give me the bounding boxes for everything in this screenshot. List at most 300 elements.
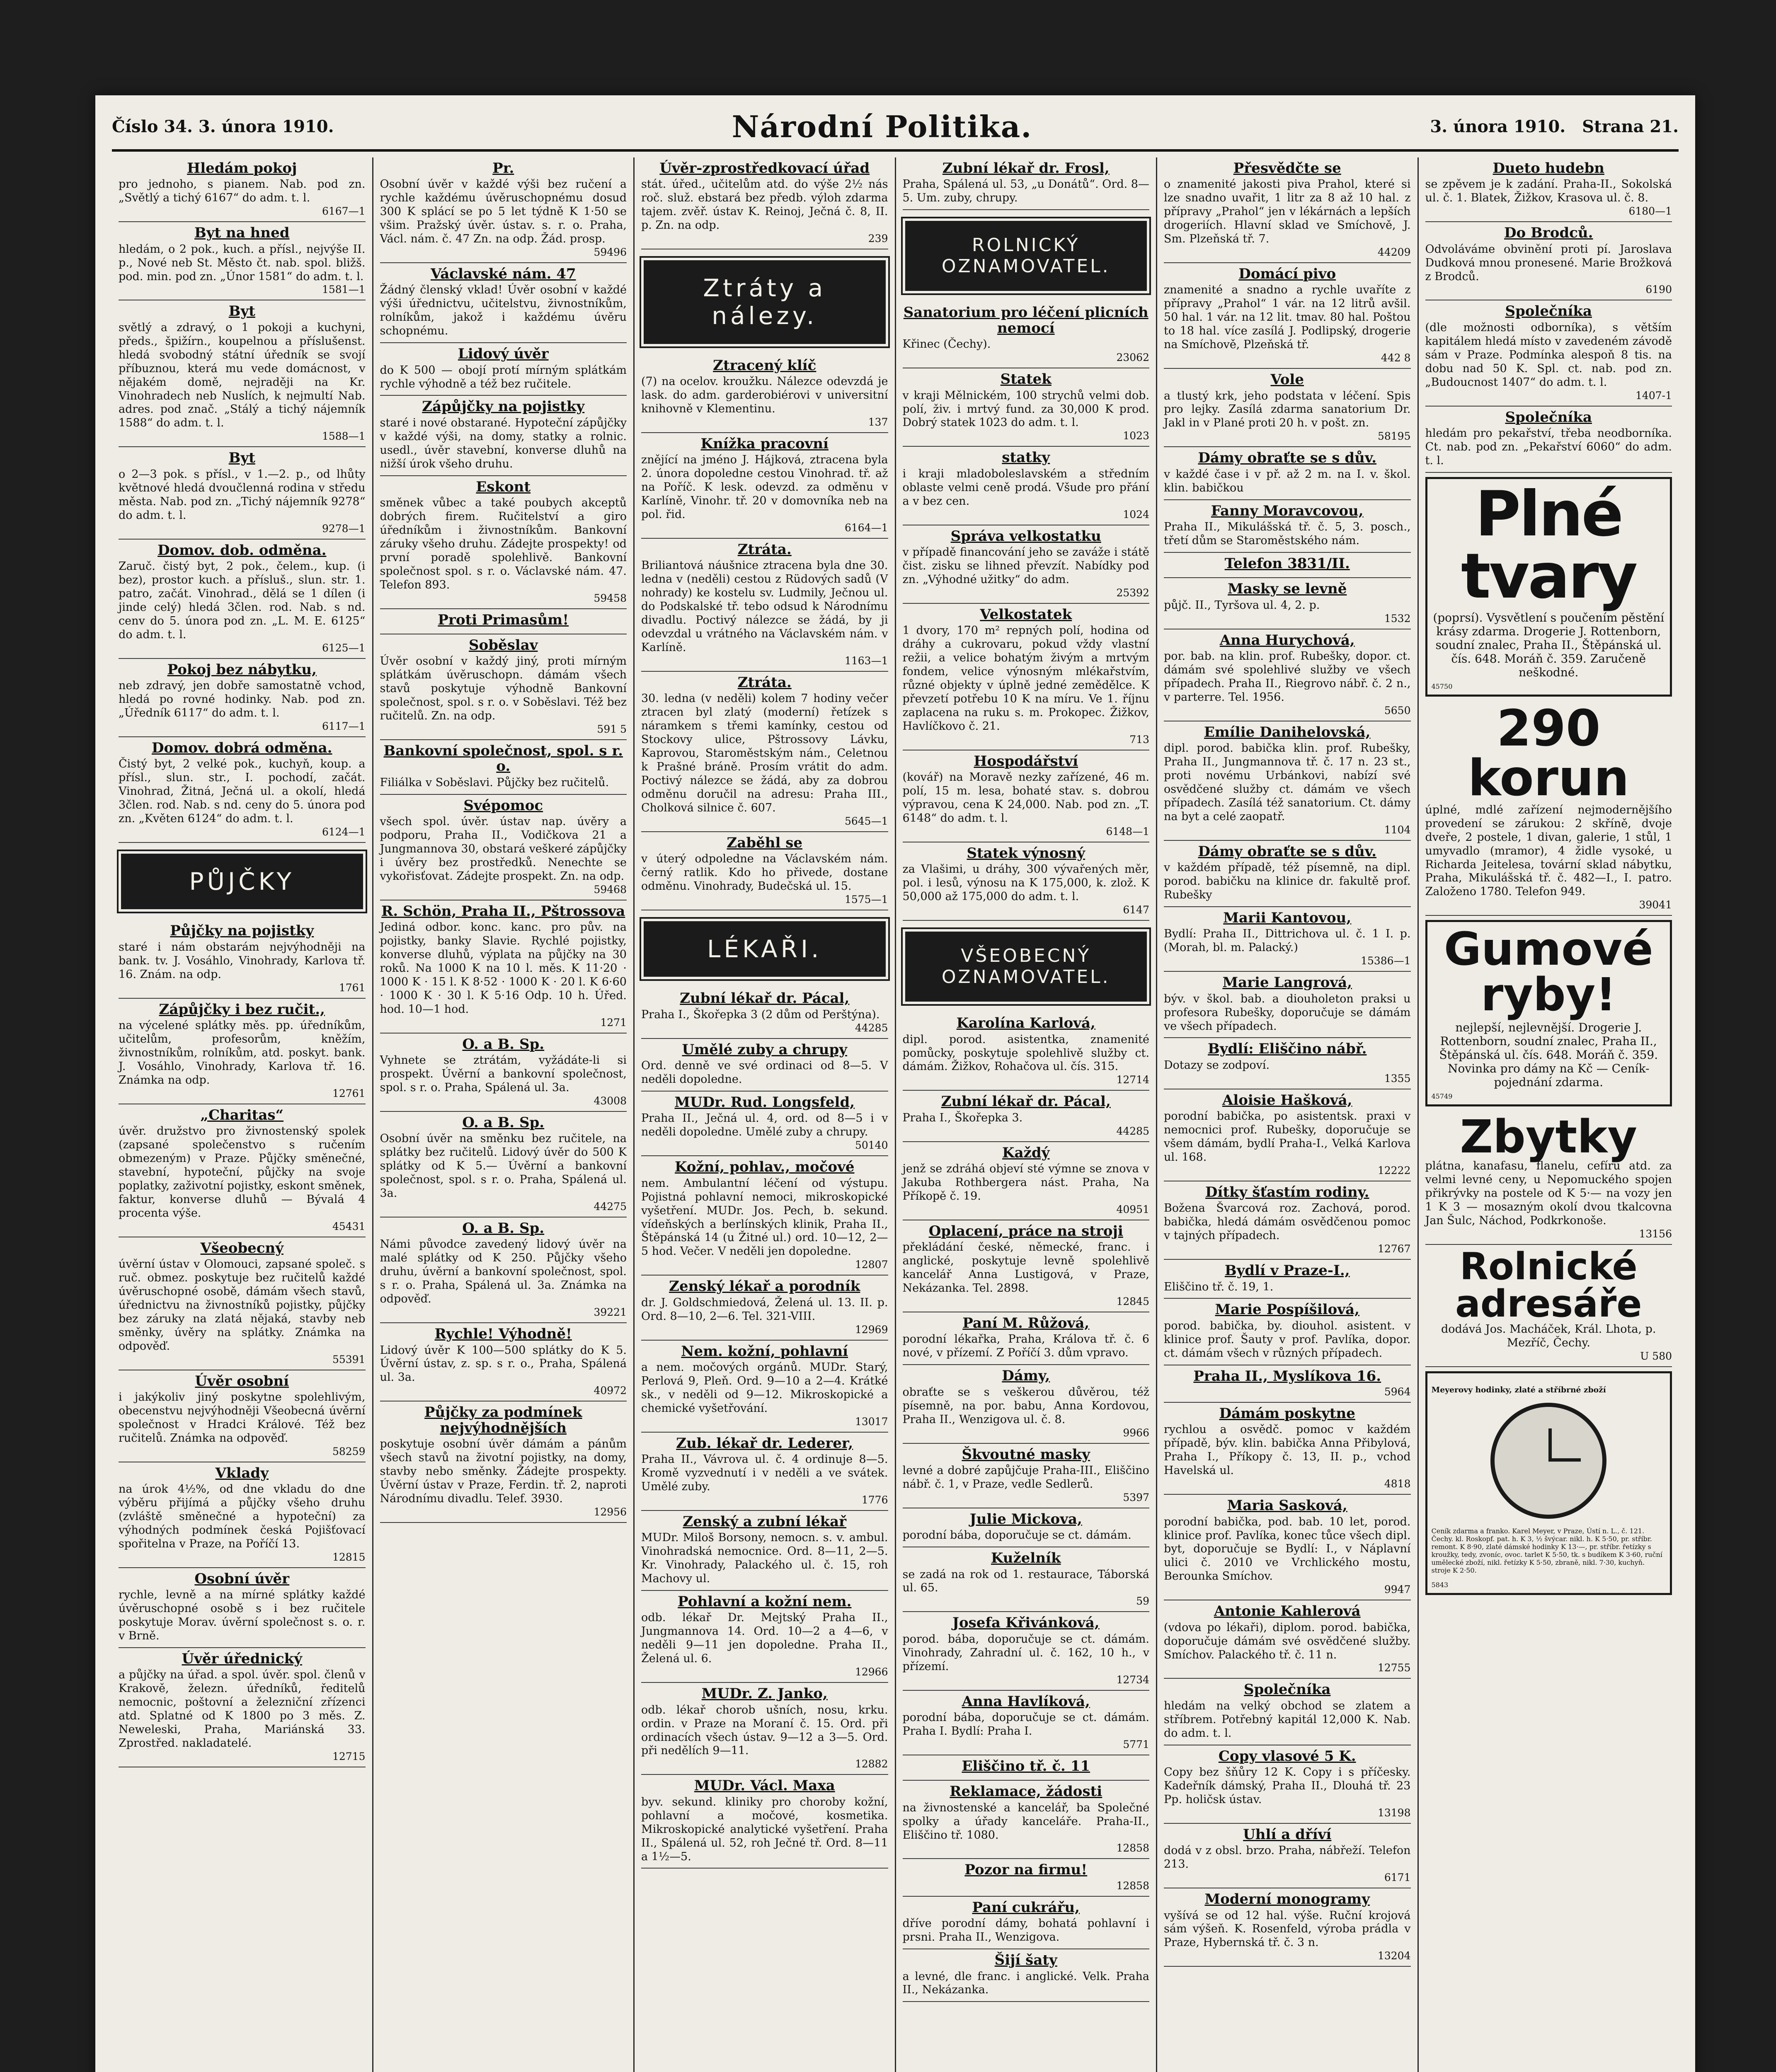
ad-text: býv. v škol. bab. a diouholeton praksi u profesora Rubešky, doporučuje se dámám ve všech případech.	[1164, 992, 1411, 1033]
ad-title: Zubní lékař dr. Frosl,	[942, 160, 1110, 177]
ad-dueto	[1425, 157, 1672, 222]
ad-title: Kuželník	[991, 1550, 1061, 1567]
ad-title: Zub. lékař dr. Lederer,	[676, 1435, 853, 1452]
ad-text: hledám, o 2 pok., kuch. a přísl., nejvýše II. p., Nové neb St. Město čt. nab. spol. bližš. pod. min. pod zn. „Únor 1581“ do adm. t. l.	[119, 242, 366, 283]
ad-title: Pohlavní a kožní nem.	[678, 1593, 852, 1610]
ad-text: Bydlí: Praha II., Dittrichova ul. č. 1 I. p. (Morah, bl. m. Palacký.)	[1164, 927, 1411, 954]
ad-text: a levné, dle franc. i anglické. Velk. Praha II., Nekázanka.	[902, 1970, 1149, 1997]
ad-ref: 591 5	[597, 723, 627, 736]
classified-ad	[1164, 500, 1411, 553]
ad-title: Marie Langrová,	[1222, 974, 1352, 991]
classified-ad	[1164, 369, 1411, 447]
ad-text: i kraji mladoboleslavském a středním oblaste velmi ceně prodá. Všude pro přání a v bez cen.	[902, 467, 1149, 508]
ad-text: 30. ledna (v neděli) kolem 7 hodiny večer ztracen byl zlatý (moderní) řetízek s náramkem s třemi kamínky, cestou od Stockovy ulice, Pštrossovy Lávku, Kaprovou, Staroměstským nám., Celetnou k Prašné bráně. Prosím vrátit do adm. Poctivý nálezce se žádá, aby za dobrou odměnu doručil na adresu: Praha III., Cholková silnice č. 607.	[641, 692, 888, 814]
ad-ref: 59496	[594, 246, 627, 259]
ad-title: Společníka	[1505, 409, 1592, 426]
ad-text: Briliantová náušnice ztracena byla dne 30. ledna v (neděli) cestou z Rüdových sadů (V nohrady) ke kostelu sv. Ludmily, Ječnou ul. do Podskalské tř. tebo odsud k Národnímu divadlu. Poctivý nálezce se žádá, by ji odevzdal u vrátného na Václavském nám. v Karlíně.	[641, 559, 888, 654]
classified-ad	[903, 447, 1150, 525]
issue-label: Číslo 34. 3. února 1910.	[112, 116, 334, 136]
ad-text: Praha, Spálená ul. 53, „u Donátů“. Ord. 8—5. Um. zuby, chrupy.	[902, 178, 1149, 205]
ad-ref: 6148—1	[1106, 825, 1149, 838]
ad-title: Copy vlasové 5 K.	[1218, 1748, 1356, 1765]
ad-ref: 1104	[1384, 823, 1411, 836]
ad-ref: 12222	[1377, 1164, 1411, 1176]
classified-ad	[1164, 1745, 1411, 1824]
classified-ad	[641, 433, 888, 539]
ad-text: Zaruč. čistý byt, 2 pok., čelem., kup. (i bez), prostor kuch. a přísluš., slun. str. 1. patro, začát. Vinohrad., dělá se 1 dílen (i jinde celý) hledá 3člen. rod. Nab. s nd. cenv do 5. února pod zn. „L. M. E. 6125“ do adm. t. l.	[119, 559, 366, 641]
ad-title: Paní M. Růžová,	[962, 1315, 1090, 1332]
ad-ref: 44275	[594, 1201, 627, 1213]
classified-ad	[380, 1402, 627, 1523]
ad-text: odb. lékař chorob ušních, nosu, krku. ordin. v Praze na Moraní č. 15. Ord. při ordinacích všech ústav. 9—12 a 3—5. Ord. při nedělích 9—11.	[641, 1703, 888, 1757]
classified-ad	[1164, 1495, 1411, 1600]
ad-title: Ztráta.	[737, 541, 792, 558]
classified-ad	[903, 1781, 1150, 1859]
ad-ref: 5645—1	[844, 815, 888, 827]
classified-ad	[1164, 1038, 1411, 1089]
ad-title: Zaběhl se	[727, 834, 802, 851]
ad-ref: 12969	[855, 1323, 888, 1336]
ad-title: Hledám pokoj	[187, 160, 297, 177]
ad-title: Soběslav	[469, 637, 538, 654]
ad-ref: 13017	[855, 1415, 888, 1428]
classified-ad	[641, 1156, 888, 1276]
ads-estates	[903, 302, 1150, 921]
ad-title: Všeobecný	[200, 1239, 283, 1256]
ad-plne-tvary	[1425, 477, 1672, 697]
ad-text: odb. lékař Dr. Mejtský Praha II., Jungmannova 14. Ord. 10—2 a 4—6, v neděli 9—11 jen dopoledne. Praha II., Želená ul. 6.	[641, 1611, 888, 1665]
ad-title: Maria Sasková,	[1227, 1497, 1347, 1514]
ad-text: (dle možnosti odborníka), s větším kapitálem hledá místo v zavedeném závodě sám v Praze. Podmínka alespoň 8 tis. na dobu nad 50 K. Spl. ct. nab. pod zn. „Budoucnost 1407“ do adm. t. l.	[1425, 321, 1672, 389]
ad-ref: 58195	[1377, 430, 1411, 443]
ad-text: stát. úřed., učitelům atd. do výše 2½ nás roč. služ. ebstará bez předb. výloh zdarma tajem. zvěř. ústav K. Reinoj, Ječná č. 8, II. p. Zn. na odp.	[641, 178, 888, 232]
ad-ref: 12882	[855, 1758, 888, 1770]
ad-title: Statek výnosný	[967, 845, 1085, 862]
ad-text: Námi původce zavedený lidový úvěr na malé splátky od K 250. Půjčky všeho druhu, úvěrní a bankovní společnost, spol. s r. o. Praha, Spálená ul. 3a. Známka na odpověď.	[380, 1238, 627, 1306]
ad-title: Václavské nám. 47	[430, 266, 576, 283]
ad-title: Rychle! Výhodně!	[434, 1326, 572, 1343]
ad-text: úvěrní ústav v Olomouci, zapsané společ. s ruč. obmez. poskytuje bez ručitelů každé úvěruschopné osobě, dámám všech stavů, úřednictvu na živnostníků pojistky, půjčky bez záruky na zlatá nějaká, stavby neb směnky, úvěry na splátky. Známka na odpověď.	[119, 1258, 366, 1353]
ad-title: Bydlí v Praze-I.,	[1224, 1262, 1350, 1279]
ad-ref: 58259	[332, 1445, 366, 1457]
ad-text: hledám na velký obchod se zlatem a stříbrem. Potřebný kapitál 12,000 K. Nab. do adm. t. l.	[1164, 1699, 1411, 1740]
ad-title: Meyerovy hodinky, zlaté a stříbrné zboží	[1431, 1385, 1606, 1394]
ad-text: plátna, kanafasu, flanelu, cefíru atd. za velmi levné ceny, u Nepomuckého spojen přikrývky na postele od K 5·— na vozy jen 1 K 3 — mosazným okolí dvou tkalcovna Jan Šulc, Náchod, Podkrkonoše.	[1425, 1159, 1672, 1227]
classified-ad	[119, 1104, 366, 1237]
ad-brodce	[1425, 222, 1672, 300]
classified-ad	[641, 539, 888, 672]
ad-text: Praha II., Vávrova ul. č. 4 ordinuje 8—5. Kromě vyzvednutí i v neděli a ve svátek. Umělé zuby.	[641, 1453, 888, 1493]
classified-ad	[1164, 1888, 1411, 1967]
ad-text: 1 dvory, 170 m² repných polí, hodina od dráhy a cukrovaru, pokud vždy vlastní režii, a velice bohatým živým a mrtvým fondem, velice výnosným mlékařstvím, různé objekty v úplně jedné zemědělce. K převzetí potřebu 10 K na míru. Ve 1. říjnu zaplacena na ruku s. m. Prokopec. Žižkov, Havlíčkovo č. 21.	[902, 624, 1149, 733]
ad-ref: 1776	[861, 1493, 888, 1506]
ad-text: se zadá na rok od 1. restaurace, Táborská ul. 65.	[902, 1568, 1149, 1595]
ad-text: staré i nám obstarám nejvýhodněji na bank. tv. J. Vosáhlo, Vinohrady, Karlova tř. 16. Znám. na odp.	[119, 940, 366, 981]
classified-ad	[641, 1276, 888, 1340]
page-number: Strana 21.	[1582, 116, 1679, 136]
ad-ref: 12755	[1377, 1662, 1411, 1674]
ad-ref: 1761	[339, 981, 366, 994]
classified-ad	[641, 672, 888, 832]
ad-text: byv. sekund. kliniky pro choroby kožní, pohlavní a močové, kosmetika. Mikroskopické analytické vyšetření. Praha II., Spálená ul. 52, roh Ječné tř. Ord. 8—11 a 1½—5.	[641, 1795, 888, 1863]
issue-date: 3. února 1910.	[1430, 116, 1566, 136]
classified-ad	[380, 795, 627, 900]
ad-text: Filiálka v Soběslavi. Půjčky bez ručitelů.	[380, 776, 609, 789]
classified-ad	[380, 1112, 627, 1218]
ad-headline: Plné tvary	[1461, 478, 1636, 612]
ad-text: Odvoláváme obvinění proti pí. Jaroslava Dudková mnou pronesené. Marie Brožková z Brodců.	[1425, 242, 1672, 283]
ad-title: Umělé zuby a chrupy	[682, 1041, 847, 1058]
ad-text: se zpěvem je k zadání. Praha-II., Sokolská ul. č. 1. Blatek, Žižkov, Krasova ul. č. 8.	[1425, 178, 1672, 205]
classified-ad	[1164, 1260, 1411, 1299]
classified-ad	[1164, 907, 1411, 972]
classified-ad	[1164, 721, 1411, 841]
classified-ad	[119, 1370, 366, 1462]
ad-title: Bydlí: Eliščino nábř.	[1208, 1041, 1367, 1058]
section-banner-lekari: LÉKAŘI.	[644, 921, 886, 977]
classified-ad	[903, 1312, 1150, 1365]
ad-title: MUDr. Z. Janko,	[701, 1685, 828, 1702]
ads-loans	[119, 920, 366, 1767]
classified-ad	[903, 1508, 1150, 1547]
ads-general	[903, 1012, 1150, 2002]
ad-ref: 12956	[594, 1506, 627, 1518]
classified-ad	[119, 447, 366, 539]
ad-title: Domov. dob. odměna.	[157, 542, 327, 559]
ad-text: (poprsí). Vysvětlení s poučením pěstění krásy zdarma. Drogerie J. Rottenborn, soudní znalec, Praha II., Štěpánská ul. čís. 648. Moráň č. 359. Zaručeně neškodné.	[1433, 610, 1665, 679]
ad-ref: 12734	[1116, 1673, 1149, 1686]
ad-text: vyšívá se od 12 hal. výše. Ruční krojová sám výšeň. K. Rosenfeld, výroba prádla v Praze, Hybernská tř. č. 3 n.	[1164, 1909, 1411, 1949]
classified-ad	[903, 302, 1150, 368]
ad-headline: Rolnické adresáře	[1455, 1245, 1642, 1326]
ad-text: porod. babička, by. diouhol. asistent. v klinice prof. Šauty v prof. Pavlíka, dopor. ct. dámám všech v různých případech.	[1164, 1319, 1411, 1360]
ad-title: Dítky šťastím rodiny.	[1205, 1184, 1369, 1201]
ad-title: Byt	[228, 450, 255, 467]
ad-ref: 23062	[1116, 351, 1149, 364]
ad-title: Kožní, pohlav., močové	[675, 1159, 855, 1176]
ad-text: na výcelené splátky měs. pp. úředníkům, učitelům, profesorům, kněžím, živnostníkům, rolníkům, atd. poskyt. bank. J. Vosáhlo, Vinohrady, Karlova tř. 16. Známka na odp.	[119, 1019, 366, 1087]
ad-title: „Charitas“	[200, 1106, 284, 1123]
ad-text: porodní babička, po asistentsk. praxi v nemocnici prof. Rubešky, doporučuje se všem dámám, bydlí Praha-I., Velká Karlova ul. 168.	[1164, 1110, 1411, 1164]
ad-ref: 9278—1	[322, 522, 366, 535]
classified-ad	[1164, 263, 1411, 369]
ad-text: nem. Ambulantní léčení od výstupu. Pojistná pohlavní nemoci, mikroskopické vyšetření. MUDr. Jos. Pech, b. sekund. vídeňských a berlínských klinik, Praha II., Štěpánská 14 (u Žitné ul.) ord. 10—12, 2—5 hod. Večer. V neděli jen dopoledne.	[641, 1176, 888, 1258]
ad-text: Božena Švarcová roz. Zachová, porod. babička, hledá dámám osvědčenou pomoc v tajných případech.	[1164, 1202, 1411, 1242]
masthead-right	[1430, 117, 1679, 136]
ad-title: Zubní lékař dr. Pácal,	[680, 990, 850, 1007]
ad-ref: 59458	[594, 592, 627, 604]
ad-text: a půjčky na úřad. a spol. úvěr. spol. členů v Krakově, železn. úředníků, ředitelů nemocnic, poštovní a železniční zřízenci atd. Splatné od K 1800 po 3 měs. Z. Neweleski, Praha, Mariánská 33. Zprostřed. nakladatelé.	[119, 1668, 366, 1750]
ad-spolecnik-1	[1425, 300, 1672, 406]
ad-text: půjč. II., Tyršova ul. 4, 2. p.	[1164, 598, 1320, 612]
ad-ref: 12858	[1116, 1879, 1149, 1892]
classified-ad	[641, 1433, 888, 1511]
classified-ad	[380, 157, 627, 263]
ad-title: Byt	[228, 303, 255, 320]
ad-ref: 12845	[1116, 1295, 1149, 1308]
ad-ref: 45749	[1431, 1092, 1453, 1101]
ad-title: Emílie Danihelovská,	[1204, 724, 1371, 741]
ad-ref: 239	[868, 232, 888, 245]
classified-ad	[903, 1949, 1150, 2002]
classified-ad	[380, 263, 627, 343]
ad-ref: 9966	[1123, 1426, 1149, 1439]
ad-ref: 6167—1	[322, 205, 366, 218]
ad-text: staré i nové obstarané. Hypoteční zápůjčky v každé výši, na domy, statky a rolnic. usedl., úvěr stavební, konverse dluhů na nižší úrok všeho druhu.	[380, 416, 627, 470]
ad-title: Vklady	[215, 1464, 269, 1481]
ad-text: poskytuje osobní úvěr dámám a pánům všech stavů na životní pojistky, na domy, stavby nebo směnky. Žádejte prospekty. Úvěrní ústav v Praze, Ferdin. tř. 2, naproti Národnímu divadlu. Telef. 3930.	[380, 1438, 627, 1505]
ad-title: Praha II., Myslíkova 16.	[1193, 1368, 1381, 1385]
ad-title: Marie Pospíšilová,	[1215, 1301, 1359, 1318]
ad-text: i jakýkoliv jiný poskytne spolehlivým, obecenstvu nejvýhodněji Všeobecná úvěrní společnost v Hradci Králové. Též bez ručitelů. Známka na odpověď.	[119, 1391, 366, 1445]
ad-text: úplné, mdlé zařízení nejmodernějšího provedení se zárukou: 2 skříně, dvoje dveře, 2 postele, 1 divan, galerie, 1 stůl, 1 umyvadlo (mramor), 4 židle vysoké, u Richarda Jeitelesa, tovární sklad nábytku, Praha, Mikulášská tř. č. 482—I., I. patro. Založeno 1780. Telefon 949.	[1425, 803, 1672, 898]
ad-title: Dámy,	[1002, 1368, 1050, 1385]
ad-text: v každém případě, též písemně, na dipl. porod. babičku na klinice dr. fakultě prof. Rubešky	[1164, 861, 1411, 902]
ad-text: Dotazy se zodpoví.	[1164, 1058, 1270, 1072]
ad-title: MUDr. Václ. Maxa	[694, 1777, 835, 1794]
ad-title: Zápůjčky i bez ručit.,	[159, 1001, 325, 1018]
ad-text: jenž se zdráhá objeví sté výmne se znova v Jakuba Rothbergera nást. Praha, Na Příkopě č. 19.	[902, 1162, 1149, 1203]
ad-title: Anna Hurychová,	[1219, 632, 1355, 649]
classified-ad	[903, 750, 1150, 842]
classified-ad	[380, 1323, 627, 1402]
classified-ad	[1164, 1365, 1411, 1403]
ad-headline: Zbytky	[1460, 1110, 1638, 1164]
ad-text: Vyhnete se ztrátám, vyžádáte-li si prospekt. Úvěrní a bankovní společnost, spol. s r. o. Praha, Spálená ul. 3a.	[380, 1054, 627, 1094]
classified-ad	[903, 604, 1150, 750]
ad-text: a tlustý krk, jeho podstata v léčení. Spis pro lejky. Zasílá zdarma sanatorium Dr. Jakl in v Plané proti 20 h. v pošt. zn.	[1164, 389, 1411, 430]
ad-text: porod. bába, doporučuje se ct. dámám. Vinohrady, Zahradní ul. č. 162, 10 h., v přízemí.	[902, 1632, 1149, 1673]
ad-text: porodní babička, pod. bab. 10 let, porod. klinice prof. Pavlíka, konec tůce všech dipl. byt, doporučuje se Bydlí: I., v Náplavní ulici č. 2010 ve Vrchlického mostu, Berounka Smíchov.	[1164, 1515, 1411, 1583]
ad-text: na živnostenské a kancelář, ba Společné spolky a úřady kanceláře. Praha-II., Eliščino tř. 1080.	[902, 1801, 1149, 1842]
ad-text: Úvěr osobní v každý jiný, proti mírným splátkám úvěruschopn. dámám všech stavů poskytuje výhodně Bankovní společnost, spol. s r. o. v Soběslavi. Též bez ručitelů. Zn. na odp.	[380, 655, 627, 723]
ad-ref: 6147	[1123, 904, 1149, 916]
classified-ad	[903, 1444, 1150, 1508]
column-3	[635, 157, 896, 2072]
ad-ref: 43008	[594, 1095, 627, 1107]
ad-text: o 2—3 pok. s přísl., v 1.—2. p., od lhůty květnové hledá dvoučlenná rodina v středu města. Nab. pod zn. „Tichý nájemník 9278“ do adm. t. l.	[119, 467, 366, 522]
classified-ad	[1164, 447, 1411, 500]
ad-ref: 44285	[1116, 1125, 1149, 1137]
classified-ad	[1164, 841, 1411, 907]
ad-ref: 12858	[1116, 1842, 1149, 1854]
ad-ref: 13198	[1377, 1806, 1411, 1819]
ad-text: (7) na ocelov. kroužku. Nálezce odevzdá je lask. do adm. garderobiérovi v universitní knihovně v Klementinu.	[641, 375, 888, 415]
ad-title: MUDr. Rud. Longsfeld,	[674, 1094, 855, 1111]
classified-ad	[119, 300, 366, 447]
ad-title: Ztráta.	[737, 674, 792, 691]
ad-title: Lidový úvěr	[458, 346, 549, 363]
ad-ref: 40972	[594, 1385, 627, 1397]
ad-text: Praha I., Škořepka 3 (2 dům od Perštýna).	[641, 1008, 880, 1021]
classified-ad	[1164, 1403, 1411, 1495]
ad-ref: 59	[1136, 1595, 1149, 1607]
classified-ad	[380, 740, 627, 795]
ad-text: v každé čase i v př. až 2 m. na I. v. škol. klin. babičkou	[1164, 467, 1411, 494]
ad-text: por. bab. na klin. prof. Rubešky, dopor. ct. dámám své spolehlivé služby ve všech případech. Praha II., Riegrovo nábř. č. 2 n., v parterre. Tel. 1956.	[1164, 650, 1411, 704]
ad-title: Pokoj bez nábytku,	[167, 661, 317, 678]
ad-text: Praha II., Ječná ul. 4, ord. od 8—5 i v neděli dopoledne. Umělé zuby a chrupy.	[641, 1112, 888, 1139]
ad-text: dodává Jos. Macháček, Král. Lhota, p. Mezříč, Čechy.	[1441, 1323, 1656, 1349]
classified-ad	[1164, 1299, 1411, 1365]
classified-ad	[903, 1612, 1150, 1690]
ad-ref: 5964	[1384, 1386, 1411, 1398]
ad-text: Lidový úvěr K 100—500 splátky do K 5. Úvěrní ústav, z. sp. s r. o., Praha, Spálená ul. 3a.	[380, 1343, 627, 1384]
ad-title: Antonie Kahlerová	[1214, 1603, 1361, 1620]
ad-title: Ztracený klíč	[713, 357, 817, 374]
ad-ref: 39041	[1639, 899, 1672, 911]
ad-text: (vdova po lékaři), diplom. porod. babička, doporučuje dámám své osvědčené služby. Smíchov. Palackého tř. č. 11 n.	[1164, 1621, 1411, 1661]
classified-ad	[903, 1691, 1150, 1755]
ad-text: dipl. porod. asistentka, znamenité pomůcky, poskytuje spolehlivě služby ct. dámám. Žižkov, Rohačova ul. čís. 315.	[902, 1033, 1149, 1073]
ad-text: Praha I., Škořepka 3.	[902, 1111, 1023, 1124]
ad-title: Úvěr úřednický	[182, 1651, 302, 1668]
classified-ad	[1164, 157, 1411, 263]
classified-ad	[1164, 1600, 1411, 1679]
ad-title: Moderní monogramy	[1204, 1891, 1370, 1908]
ad-text: Ord. denně ve své ordinaci od 8—5. V neděli dopoledne.	[641, 1059, 888, 1086]
column-4	[896, 157, 1158, 2072]
classified-ad	[380, 1034, 627, 1112]
classified-ad	[641, 355, 888, 433]
ad-title: Osobní úvěr	[194, 1570, 290, 1587]
ad-text: v kraji Mělnickém, 100 strychů velmi dob. polí, živ. i mrtvý fund. za 30,000 K prod. Dobrý statek 1023 do adm. t. l.	[902, 389, 1149, 429]
ad-text: pro jednoho, s pianem. Nab. pod zn. „Světlý a tichý 6167“ do adm. t. l.	[119, 178, 366, 205]
ad-ref: 45750	[1431, 682, 1453, 690]
ad-ref: U 580	[1640, 1350, 1672, 1362]
ad-text: Osobní úvěr na směnku bez ručitele, na splátky bez ručitelů. Lidový úvěr do 500 K splátky od K 5.— Úvěrní a bankovní společnost, spol. s r. o. Praha, Spálená ul. 3a.	[380, 1132, 627, 1200]
classified-ad	[380, 634, 627, 740]
ad-headline: 290 korun	[1468, 700, 1629, 807]
ad-text: Osobní úvěr v každé výši bez ručení a rychle každému úvěruschopnému dosud 300 K splácí se po 5 let týdně K 1·50 se všim. Pražský úvěr. ústav. s. r. o. Praha, Václ. nám. č. 47 Zn. na odp. Žád. prosp.	[380, 178, 627, 246]
ad-text: dr. J. Goldschmiedová, Želená ul. 13. II. p. Ord. 8—10, 2—6. Tel. 321-VIII.	[641, 1296, 888, 1323]
classified-ad	[641, 1775, 888, 1869]
ad-title: Domov. dobrá odměna.	[152, 739, 332, 756]
ad-ref: 12807	[855, 1259, 888, 1271]
ad-ref: 44285	[855, 1021, 888, 1034]
ad-text: za Vlašimi, u dráhy, 300 vývařených měr, pol. i lesů, výnosu na K 175,000, k. zlož. K 50,000 až 175,000 do adm. t. l.	[902, 863, 1149, 903]
ad-ref: 12715	[332, 1750, 366, 1763]
classified-ad	[1164, 972, 1411, 1038]
ad-title: Společníka	[1244, 1681, 1331, 1698]
classified-ad	[903, 1220, 1150, 1312]
ad-text: (kovář) na Moravě nezky zařízené, 46 m. polí, 15 m. lesa, bohaté stav. s. dobrou výpravou, cena K 24,000. Nab. pod zn. „T. 6148“ do adm. t. l.	[902, 771, 1149, 825]
classified-ad	[641, 832, 888, 910]
ad-title: R. Schön, Praha II., Pštrossova	[381, 903, 625, 920]
ad-title: Anna Havlíková,	[962, 1693, 1090, 1710]
ad-title: Proti Primasům!	[438, 611, 569, 628]
classified-ad	[119, 222, 366, 300]
ad-title: Do Brodců.	[1504, 225, 1593, 242]
ad-ref: 12815	[332, 1551, 366, 1563]
classified-ad	[903, 525, 1150, 604]
ad-title: Dámy obraťte se s dův.	[1198, 450, 1377, 467]
classified-ad	[119, 1648, 366, 1767]
ad-ref: 442 8	[1381, 352, 1411, 364]
ad-text: nejlepší, nejlevnější. Drogerie J. Rottenborn, soudní znalec, Praha II., Štěpánská ul. čís. 648. Moráň č. 359. Novinka pro dámy na Kč — Ceník-pojednání zdarma.	[1439, 1021, 1658, 1089]
ad-text: Ceník zdarma a franko. Karel Meyer, v Praze, Ústí n. L., č. 121. Čechy. kl. Roskopf. pat. h. K 3, ½ švýcar. nikl. h. K 5·50, pr. stříbr. remont. K 8·90, zlaté dámské hodinky K 13·—, pr. stříbr. řetízky s kroužky, tedy, zvoníc, ovoc. tarlet K 5·50, tk. s budíkem K 3·60, ruční umělecké zboží, nikl. řetízky K 5·50, zbraně, nikl. 7·30, kuchyň. stroje K 2·50.	[1431, 1527, 1662, 1574]
ad-title: Každý	[1002, 1144, 1050, 1161]
ad-title: Zubní lékař dr. Pácal,	[941, 1093, 1111, 1110]
classified-ad	[641, 1511, 888, 1591]
classified-ad	[119, 1237, 366, 1370]
ad-text: světlý a zdravý, o 1 pokoji a kuchyni, předs., špižírn., koupelnou a příslušenst. hledá svobodný státní úředník se svojí příbuznou, která mu vede domácnost, v nějakém domě, nejraději na Kr. Vinohradech neb Nuslích, k nejmultí Nab. adres. pod znač. „Stálý a tichý nájemník 1588“ do adm. t. l.	[119, 321, 366, 430]
ad-title: Telefon 3831/II.	[1224, 555, 1350, 572]
classified-ad	[903, 1142, 1150, 1220]
ad-title: Hospodářství	[974, 753, 1078, 770]
ad-title: Pr.	[492, 160, 514, 177]
classified-ad	[1164, 553, 1411, 578]
classified-ad	[380, 476, 627, 609]
ad-text: na úrok 4½%, od dne vkladu do dne výběru přijímá a půjčky všeho druhu (zvláště směnečné a hypoteční) za výhodných podmínek česká Pojišťovací spořitelna v Praze, na Poříčí 13.	[119, 1483, 366, 1550]
ad-title: Eskont	[476, 478, 531, 495]
classified-ad	[380, 343, 627, 396]
ad-ref: 713	[1129, 733, 1149, 746]
ad-ref: 1271	[600, 1016, 627, 1029]
ad-text: porodní lékařka, Praha, Králova tř. č. 6 nové, v přízemí. Z Poříčí 3. dům vpravo.	[902, 1333, 1149, 1360]
ad-text: a nem. močových orgánů. MUDr. Starý, Perlová 9, Pleň. Ord. 9—10 a 2—4. Krátké sk., v neděli od 9—12. Mikroskopické a chemické vyšetřování.	[641, 1361, 888, 1415]
ad-title: Dueto hudebn	[1493, 160, 1604, 177]
ad-text: úvěr. družstvo pro živnostenský spolek (zapsané společenstvo s ručením obmezeným) v Praze. Půjčky směnečné, stavební, hypoteční, půjčky na svoje poplatky, zaživotní pojistky, eskont směnek, faktur, konverse dluhů — Bývalá 4 procenta výše.	[119, 1125, 366, 1220]
ad-title: Dámám poskytne	[1219, 1405, 1355, 1422]
classified-ad	[380, 900, 627, 1034]
ad-title: Sanatorium pro léčení plicních nemocí	[903, 304, 1148, 336]
ad-title: Zenský a zubní lékař	[683, 1513, 847, 1530]
section-banner-vseobecny: VŠEOBECNÝ OZNAMOVATEL.	[905, 932, 1147, 1002]
classified-ad	[119, 540, 366, 659]
ad-top	[641, 157, 888, 249]
ad-title: Pozor na firmu!	[964, 1861, 1088, 1878]
ad-title: O. a B. Sp.	[462, 1036, 545, 1053]
ad-title: Reklamace, žádosti	[950, 1783, 1102, 1800]
ad-text: obraťte se s veškerou důvěrou, též písemně, na por. babu, Anna Kordovou, Praha II., Wenzigova ul. č. 8.	[902, 1385, 1149, 1426]
classified-ad	[1164, 1089, 1411, 1181]
ad-title: Velkostatek	[980, 606, 1072, 623]
ad-text: Jediná odbor. konc. kanc. pro pův. na pojistky, banky Slavie. Rychlé pojistky, konverse dluhů, výplata na půjčky na 30 roků. Na 1000 K na 10 l. měs. K 11·20 · 1000 K · 15 l. K 8·52 · 1000 K · 20 l. K 6·60 · 1000 K · 30 l. K 5·16 Odp. 10 h. Úřed. hod. 10—1 hod.	[380, 921, 627, 1016]
column-1	[112, 157, 373, 2072]
ad-headline: Gumové ryby!	[1444, 922, 1653, 1021]
classified-ad	[641, 1591, 888, 1683]
classified-ad	[903, 842, 1150, 921]
newspaper-page	[95, 95, 1695, 2072]
ad-title: Zenský lékař a porodník	[669, 1278, 860, 1295]
classified-ad	[641, 1092, 888, 1156]
ad-ref: 15386—1	[1361, 955, 1411, 967]
ad-ref: 9947	[1384, 1583, 1411, 1596]
ad-title: Paní cukrářu,	[972, 1899, 1080, 1916]
classified-ad	[119, 920, 366, 998]
section-banner-ztraty: Ztráty a nálezy.	[644, 260, 886, 344]
ad-zbytky	[1425, 1111, 1672, 1245]
classified-ad	[903, 1859, 1150, 1896]
ad-title: Půjčky na pojistky	[170, 922, 314, 939]
ads-services	[1164, 157, 1411, 1967]
ad-title: Marii Kantovou,	[1223, 909, 1352, 926]
ad-title: Úvěr-zprostředkovací úřad	[659, 160, 870, 177]
section-banner-rolnicky: ROLNICKÝ OZNAMOVATEL.	[905, 221, 1147, 291]
ad-ref: 13204	[1377, 1950, 1411, 1962]
ad-gumove-ryby	[1425, 920, 1672, 1106]
ads-credit	[380, 157, 627, 634]
classified-ad	[380, 609, 627, 634]
ad-ref: 6164—1	[844, 521, 888, 534]
classified-ad	[1164, 629, 1411, 721]
classified-ad	[903, 1091, 1150, 1142]
ad-title: Oplacení, práce na stroji	[928, 1222, 1123, 1239]
ad-text: porodní bába, doporučuje se ct. dámám.	[902, 1529, 1132, 1542]
ad-adresare	[1425, 1245, 1672, 1367]
masthead	[112, 104, 1679, 152]
